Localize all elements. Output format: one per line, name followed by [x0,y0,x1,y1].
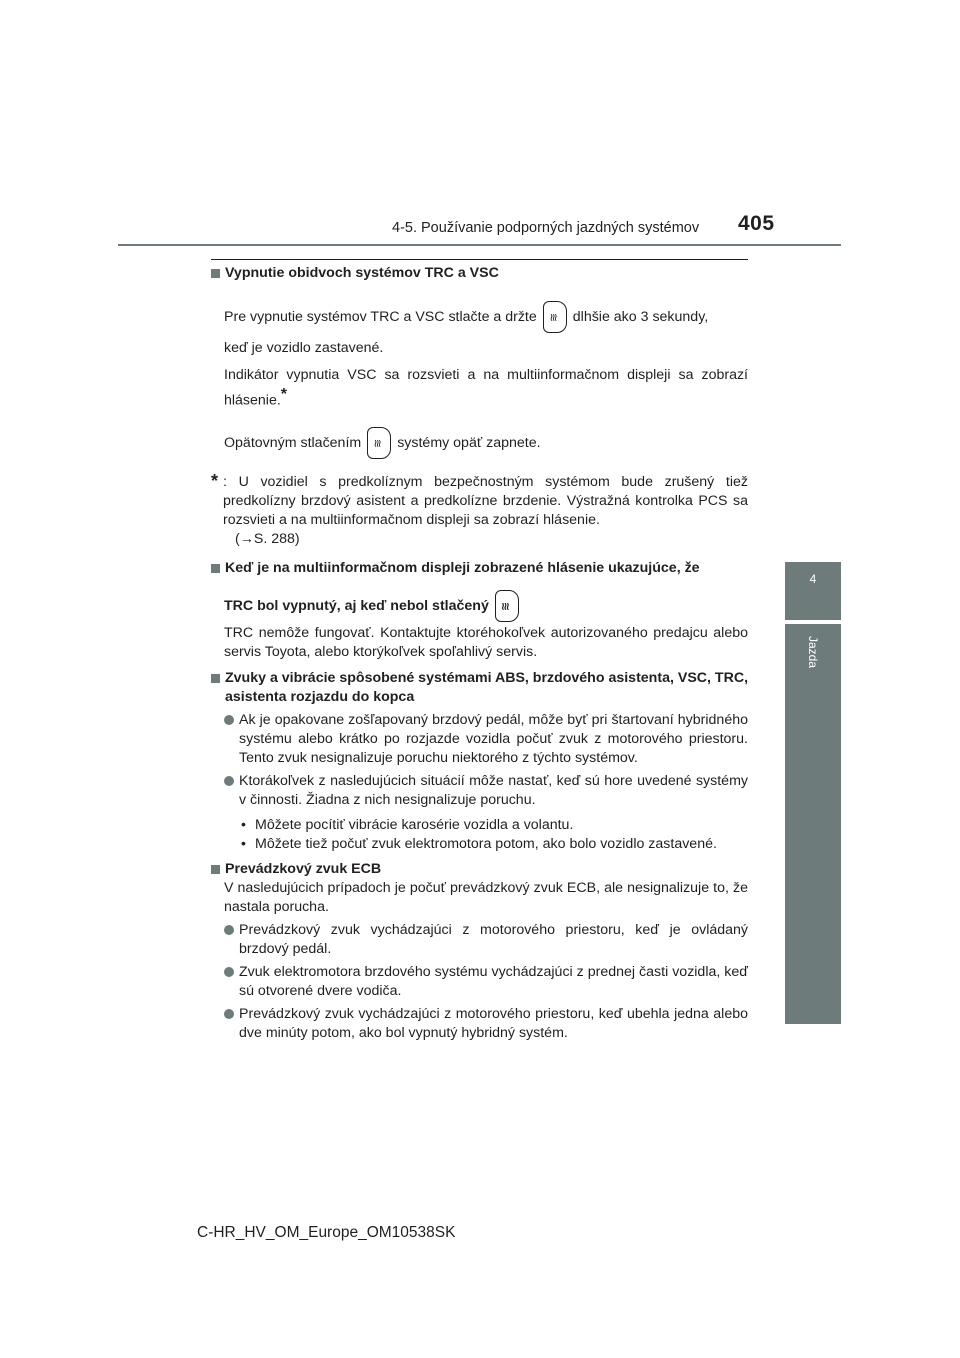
section-heading: Prevádzkový zvuk ECB [211,860,748,879]
document-code: C-HR_HV_OM_Europe_OM10538SK [197,1224,456,1241]
page-number: 405 [738,212,775,235]
footnote-star: * [211,470,219,491]
square-bullet-icon [211,674,220,683]
bullet-icon [224,715,234,725]
list-item: Prevádzkový zvuk vychádzajúci z motorového priestoru, keď ubehla jedna alebo dve minúty potom, ako bol vypnutý hybridný systém. [211,1005,748,1043]
paragraph: Indikátor vypnutia VSC sa rozsvieti a na multiinformačnom displeji sa zobrazí hlásenie.* [224,367,748,409]
section-heading: Keď je na multiinformačnom displeji zobrazené hlásenie ukazujúce, že [211,559,748,578]
content-rule [211,259,748,260]
section-heading: Zvuky a vibrácie spôsobené systémami ABS, brzdového asistenta, VSC, TRC, asistenta rozjazdu do kopca [211,669,748,707]
paragraph: V nasledujúcich prípadoch je počuť prevádzkový zvuk ECB, ale nesignalizuje to, že nastala porucha. [224,879,748,915]
list-item: Ak je opakovane zošľapovaný brzdový pedál, môže byť pri štartovaní hybridného systému alebo krátko po rozjazde vozidla počuť zvuk z motorového priestoru. Tento zvuk nesignalizuje poruchu niektorého z týchto systémov. [211,711,748,768]
chapter-number: 4 [809,572,817,586]
bullet-icon [224,1009,234,1019]
list-item: Zvuk elektromotora brzdového systému vychádzajúci z prednej časti vozidla, keď sú otvorené dvere vodiča. [211,963,748,1001]
page-content [211,264,748,1043]
chapter-label: Jazda [806,636,820,669]
chapter-label-tab [785,624,841,1024]
square-bullet-icon [211,269,220,278]
vsc-off-switch-icon [495,590,519,622]
bullet-icon [224,776,234,786]
paragraph: keď je vozidlo zastavené. [224,340,384,356]
list-item: Prevádzkový zvuk vychádzajúci z motorového priestoru, keď je ovládaný brzdový pedál. [211,921,748,959]
square-bullet-icon [211,564,220,573]
list-item: Ktorákoľvek z nasledujúcich situácií môže nastať, keď sú hore uvedené systémy v činnosti. Žiadna z nich nesignalizuje poruchu. [211,772,748,810]
sub-list-item: • Môžete tiež počuť zvuk elektromotora potom, ako bolo vozidlo zastavené. [241,835,717,852]
section-heading: Vypnutie obidvoch systémov TRC a VSC [211,264,748,283]
chapter-number-tab [785,562,841,620]
bullet-icon [224,925,234,935]
paragraph: Pre vypnutie systémov TRC a VSC stlačte a držte≋ dlhšie ako 3 sekundy, [211,301,748,333]
vsc-off-switch-icon [543,301,567,333]
section-heading-cont: TRC bol vypnutý, aj keď nebol stlačený≋ [211,590,748,622]
header-rule [118,244,841,246]
vsc-off-switch-icon [367,427,391,459]
sub-list-item: • Môžete pocítiť vibrácie karosérie vozidla a volantu. [241,816,574,833]
bullet-icon [224,967,234,977]
square-bullet-icon [211,865,220,874]
running-header: 4-5. Používanie podporných jazdných systémov [392,220,700,236]
paragraph: Opätovným stlačením≋ systémy opäť zapnete. [211,427,748,459]
footnote: * : U vozidiel s predkolíznym bezpečnostným systémom bude zrušený tiež predkolízny brzdový asistent a predkolízne brzdenie. Výstražná kontrolka PCS sa rozsvieti a na multiinformačnom displeji sa zobrazí hlásenie. (→S. 288) [211,470,748,547]
paragraph: TRC nemôže fungovať. Kontaktujte ktoréhokoľvek autorizovaného predajcu alebo servis Toyota, alebo ktorýkoľvek spoľahlivý servis. [224,624,748,660]
